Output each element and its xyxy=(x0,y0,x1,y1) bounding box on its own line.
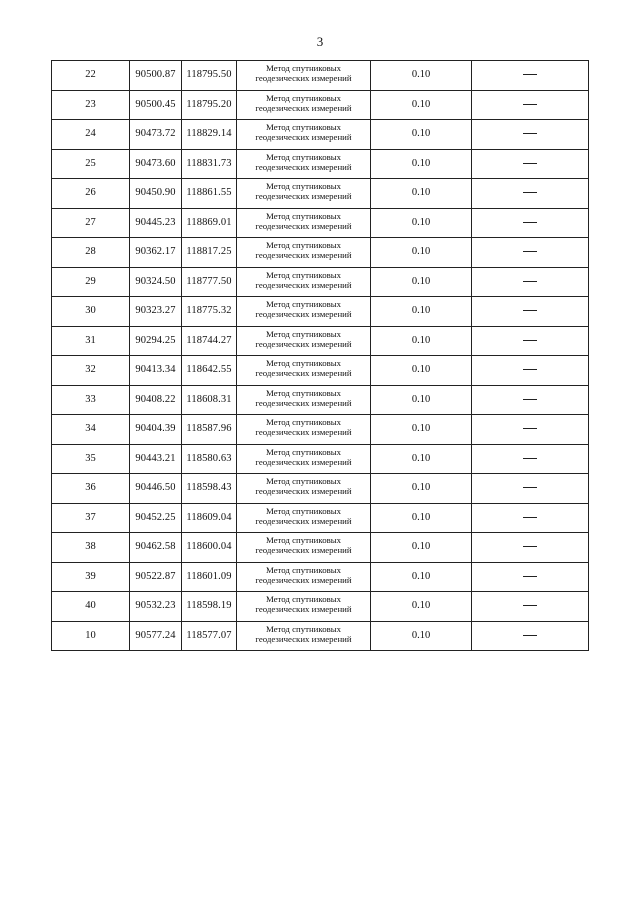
table-row xyxy=(52,90,589,120)
method-cell xyxy=(237,592,371,622)
method-line-2: геодезических измерений xyxy=(255,368,352,379)
y-coordinate-cell: 118642.55 xyxy=(182,356,237,386)
point-number-cell: 38 xyxy=(52,533,130,563)
precision-cell: 0.10 xyxy=(371,208,472,238)
point-number-cell: 35 xyxy=(52,444,130,474)
extra-cell xyxy=(472,503,589,533)
method-cell xyxy=(237,179,371,209)
point-number-cell: 33 xyxy=(52,385,130,415)
x-coordinate-cell: 90473.72 xyxy=(130,120,182,150)
x-coordinate-cell: 90413.34 xyxy=(130,356,182,386)
dash-mark xyxy=(523,163,537,164)
y-coordinate-cell: 118577.07 xyxy=(182,621,237,651)
precision-cell: 0.10 xyxy=(371,592,472,622)
table-row xyxy=(52,149,589,179)
dash-mark xyxy=(523,222,537,223)
table-row xyxy=(52,297,589,327)
method-cell xyxy=(237,208,371,238)
extra-cell xyxy=(472,415,589,445)
y-coordinate-cell: 118608.31 xyxy=(182,385,237,415)
y-coordinate-cell: 118601.09 xyxy=(182,562,237,592)
method-line-2: геодезических измерений xyxy=(255,161,352,172)
dash-mark xyxy=(523,74,537,75)
method-line-1: Метод спутниковых xyxy=(265,210,342,221)
point-number-cell: 29 xyxy=(52,267,130,297)
table-row xyxy=(52,356,589,386)
point-number-cell: 30 xyxy=(52,297,130,327)
extra-cell xyxy=(472,385,589,415)
dash-mark xyxy=(523,133,537,134)
table-row xyxy=(52,208,589,238)
table-row xyxy=(52,238,589,268)
extra-cell xyxy=(472,120,589,150)
point-number-cell: 31 xyxy=(52,326,130,356)
precision-cell: 0.10 xyxy=(371,90,472,120)
table-row xyxy=(52,120,589,150)
method-line-1: Метод спутниковых xyxy=(265,387,342,398)
method-line-1: Метод спутниковых xyxy=(265,181,342,192)
method-line-1: Метод спутниковых xyxy=(265,505,342,516)
method-line-1: Метод спутниковых xyxy=(265,122,342,133)
extra-cell xyxy=(472,326,589,356)
precision-cell: 0.10 xyxy=(371,562,472,592)
method-line-2: геодезических измерений xyxy=(255,427,352,438)
method-line-2: геодезических измерений xyxy=(255,309,352,320)
point-number-cell: 40 xyxy=(52,592,130,622)
y-coordinate-cell: 118795.20 xyxy=(182,90,237,120)
point-number-cell: 23 xyxy=(52,90,130,120)
extra-cell xyxy=(472,533,589,563)
y-coordinate-cell: 118580.63 xyxy=(182,444,237,474)
method-line-2: геодезических измерений xyxy=(255,102,352,113)
extra-cell xyxy=(472,474,589,504)
precision-cell: 0.10 xyxy=(371,238,472,268)
extra-cell xyxy=(472,267,589,297)
x-coordinate-cell: 90362.17 xyxy=(130,238,182,268)
method-cell xyxy=(237,533,371,563)
x-coordinate-cell: 90446.50 xyxy=(130,474,182,504)
precision-cell: 0.10 xyxy=(371,356,472,386)
method-cell xyxy=(237,90,371,120)
table-row xyxy=(52,267,589,297)
point-number-cell: 37 xyxy=(52,503,130,533)
extra-cell xyxy=(472,238,589,268)
method-line-2: геодезических измерений xyxy=(255,73,352,84)
method-line-1: Метод спутниковых xyxy=(265,535,342,546)
precision-cell: 0.10 xyxy=(371,267,472,297)
method-line-1: Метод спутниковых xyxy=(265,299,342,310)
method-cell xyxy=(237,503,371,533)
x-coordinate-cell: 90473.60 xyxy=(130,149,182,179)
method-line-1: Метод спутниковых xyxy=(265,328,342,339)
precision-cell: 0.10 xyxy=(371,503,472,533)
precision-cell: 0.10 xyxy=(371,385,472,415)
method-line-1: Метод спутниковых xyxy=(265,151,342,162)
y-coordinate-cell: 118861.55 xyxy=(182,179,237,209)
extra-cell xyxy=(472,208,589,238)
point-number-cell: 34 xyxy=(52,415,130,445)
method-line-1: Метод спутниковых xyxy=(265,623,342,634)
point-number-cell: 24 xyxy=(52,120,130,150)
x-coordinate-cell: 90294.25 xyxy=(130,326,182,356)
page-number: 3 xyxy=(316,34,324,49)
extra-cell xyxy=(472,592,589,622)
y-coordinate-cell: 118777.50 xyxy=(182,267,237,297)
dash-mark xyxy=(523,281,537,282)
method-cell xyxy=(237,149,371,179)
method-line-1: Метод спутниковых xyxy=(265,63,342,74)
table-row xyxy=(52,503,589,533)
precision-cell: 0.10 xyxy=(371,149,472,179)
point-number-cell: 39 xyxy=(52,562,130,592)
dash-mark xyxy=(523,546,537,547)
method-line-1: Метод спутниковых xyxy=(265,594,342,605)
dash-mark xyxy=(523,192,537,193)
table-row xyxy=(52,592,589,622)
precision-cell: 0.10 xyxy=(371,120,472,150)
extra-cell xyxy=(472,179,589,209)
table-row xyxy=(52,444,589,474)
y-coordinate-cell: 118869.01 xyxy=(182,208,237,238)
method-line-1: Метод спутниковых xyxy=(265,240,342,251)
table-row xyxy=(52,474,589,504)
method-line-2: геодезических измерений xyxy=(255,279,352,290)
method-line-2: геодезических измерений xyxy=(255,132,352,143)
x-coordinate-cell: 90443.21 xyxy=(130,444,182,474)
y-coordinate-cell: 118744.27 xyxy=(182,326,237,356)
method-line-2: геодезических измерений xyxy=(255,515,352,526)
precision-cell: 0.10 xyxy=(371,326,472,356)
y-coordinate-cell: 118817.25 xyxy=(182,238,237,268)
precision-cell: 0.10 xyxy=(371,533,472,563)
y-coordinate-cell: 118598.19 xyxy=(182,592,237,622)
method-cell xyxy=(237,120,371,150)
y-coordinate-cell: 118600.04 xyxy=(182,533,237,563)
table-row xyxy=(52,415,589,445)
method-line-2: геодезических измерений xyxy=(255,220,352,231)
table-row xyxy=(52,179,589,209)
table-row xyxy=(52,326,589,356)
method-line-2: геодезических измерений xyxy=(255,397,352,408)
precision-cell: 0.10 xyxy=(371,474,472,504)
method-line-1: Метод спутниковых xyxy=(265,476,342,487)
y-coordinate-cell: 118609.04 xyxy=(182,503,237,533)
table-row xyxy=(52,621,589,651)
method-cell xyxy=(237,444,371,474)
method-line-2: геодезических измерений xyxy=(255,191,352,202)
method-cell xyxy=(237,297,371,327)
dash-mark xyxy=(523,104,537,105)
dash-mark xyxy=(523,340,537,341)
method-line-2: геодезических измерений xyxy=(255,338,352,349)
method-line-1: Метод спутниковых xyxy=(265,564,342,575)
extra-cell xyxy=(472,562,589,592)
extra-cell xyxy=(472,61,589,91)
dash-mark xyxy=(523,635,537,636)
y-coordinate-cell: 118598.43 xyxy=(182,474,237,504)
dash-mark xyxy=(523,399,537,400)
precision-cell: 0.10 xyxy=(371,179,472,209)
coordinates-table-body xyxy=(52,61,589,651)
method-cell xyxy=(237,356,371,386)
method-line-1: Метод спутниковых xyxy=(265,358,342,369)
coordinates-table xyxy=(51,60,589,651)
method-line-2: геодезических измерений xyxy=(255,250,352,261)
x-coordinate-cell: 90500.87 xyxy=(130,61,182,91)
table-row xyxy=(52,533,589,563)
method-cell xyxy=(237,238,371,268)
extra-cell xyxy=(472,356,589,386)
y-coordinate-cell: 118587.96 xyxy=(182,415,237,445)
method-line-1: Метод спутниковых xyxy=(265,92,342,103)
dash-mark xyxy=(523,487,537,488)
x-coordinate-cell: 90522.87 xyxy=(130,562,182,592)
method-line-1: Метод спутниковых xyxy=(265,417,342,428)
method-line-2: геодезических измерений xyxy=(255,486,352,497)
method-line-2: геодезических измерений xyxy=(255,633,352,644)
method-cell xyxy=(237,385,371,415)
dash-mark xyxy=(523,605,537,606)
point-number-cell: 26 xyxy=(52,179,130,209)
x-coordinate-cell: 90532.23 xyxy=(130,592,182,622)
x-coordinate-cell: 90404.39 xyxy=(130,415,182,445)
precision-cell: 0.10 xyxy=(371,621,472,651)
method-line-2: геодезических измерений xyxy=(255,604,352,615)
method-line-1: Метод спутниковых xyxy=(265,269,342,280)
dash-mark xyxy=(523,576,537,577)
point-number-cell: 22 xyxy=(52,61,130,91)
point-number-cell: 25 xyxy=(52,149,130,179)
x-coordinate-cell: 90450.90 xyxy=(130,179,182,209)
point-number-cell: 28 xyxy=(52,238,130,268)
method-line-2: геодезических измерений xyxy=(255,456,352,467)
extra-cell xyxy=(472,149,589,179)
x-coordinate-cell: 90445.23 xyxy=(130,208,182,238)
table-row xyxy=(52,61,589,91)
method-cell xyxy=(237,621,371,651)
point-number-cell: 32 xyxy=(52,356,130,386)
method-cell xyxy=(237,562,371,592)
extra-cell xyxy=(472,297,589,327)
precision-cell: 0.10 xyxy=(371,61,472,91)
method-line-2: геодезических измерений xyxy=(255,545,352,556)
precision-cell: 0.10 xyxy=(371,297,472,327)
dash-mark xyxy=(523,517,537,518)
y-coordinate-cell: 118829.14 xyxy=(182,120,237,150)
x-coordinate-cell: 90324.50 xyxy=(130,267,182,297)
y-coordinate-cell: 118795.50 xyxy=(182,61,237,91)
dash-mark xyxy=(523,428,537,429)
method-cell xyxy=(237,267,371,297)
x-coordinate-cell: 90408.22 xyxy=(130,385,182,415)
point-number-cell: 10 xyxy=(52,621,130,651)
x-coordinate-cell: 90500.45 xyxy=(130,90,182,120)
extra-cell xyxy=(472,621,589,651)
precision-cell: 0.10 xyxy=(371,415,472,445)
x-coordinate-cell: 90452.25 xyxy=(130,503,182,533)
table-row xyxy=(52,562,589,592)
table-row xyxy=(52,385,589,415)
method-cell xyxy=(237,474,371,504)
dash-mark xyxy=(523,251,537,252)
y-coordinate-cell: 118775.32 xyxy=(182,297,237,327)
x-coordinate-cell: 90577.24 xyxy=(130,621,182,651)
method-cell xyxy=(237,326,371,356)
dash-mark xyxy=(523,310,537,311)
dash-mark xyxy=(523,458,537,459)
point-number-cell: 27 xyxy=(52,208,130,238)
method-cell xyxy=(237,415,371,445)
x-coordinate-cell: 90462.58 xyxy=(130,533,182,563)
point-number-cell: 36 xyxy=(52,474,130,504)
method-line-1: Метод спутниковых xyxy=(265,446,342,457)
dash-mark xyxy=(523,369,537,370)
x-coordinate-cell: 90323.27 xyxy=(130,297,182,327)
y-coordinate-cell: 118831.73 xyxy=(182,149,237,179)
method-line-2: геодезических измерений xyxy=(255,574,352,585)
method-cell xyxy=(237,61,371,91)
extra-cell xyxy=(472,90,589,120)
precision-cell: 0.10 xyxy=(371,444,472,474)
extra-cell xyxy=(472,444,589,474)
